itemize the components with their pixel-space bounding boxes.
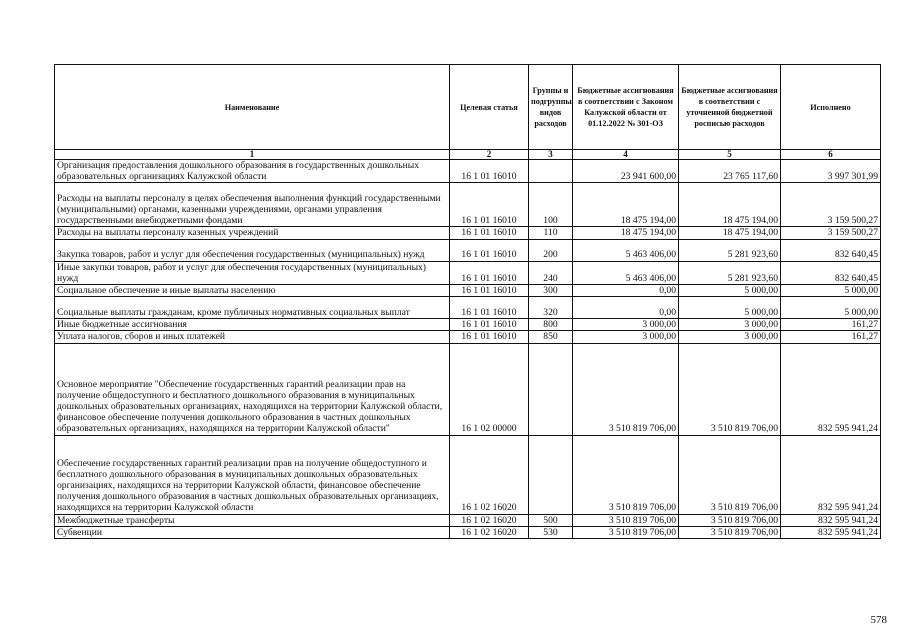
table-header-row xyxy=(55,65,881,150)
table-row xyxy=(55,239,881,261)
row-target-code: 16 1 01 16010 xyxy=(450,227,529,239)
row-target-code: 16 1 02 00000 xyxy=(450,343,529,435)
row-group-code: 200 xyxy=(529,239,573,261)
row-executed-amount: 832 595 941,24 xyxy=(781,526,881,538)
row-name: Социальное обеспечение и иные выплаты населению xyxy=(55,285,450,297)
header-law: Бюджетные ассигнования в соответствии с Законом Калужской области от 01.12.2022 № 301-ОЗ xyxy=(573,65,679,150)
row-law-amount: 3 000,00 xyxy=(573,331,679,343)
row-group-code: 500 xyxy=(529,514,573,526)
header-group: Группы и подгруппы видов расходов xyxy=(529,65,573,150)
row-target-code: 16 1 02 16020 xyxy=(450,526,529,538)
table-row xyxy=(55,261,881,284)
row-revised-amount: 5 000,00 xyxy=(679,285,781,297)
table-row xyxy=(55,160,881,183)
table-row xyxy=(55,297,881,319)
row-target-code: 16 1 01 16010 xyxy=(450,160,529,183)
row-group-code: 300 xyxy=(529,285,573,297)
row-executed-amount: 832 640,45 xyxy=(781,261,881,284)
row-group-code xyxy=(529,160,573,183)
row-revised-amount: 3 510 819 706,00 xyxy=(679,343,781,435)
row-executed-amount: 3 159 500,27 xyxy=(781,183,881,227)
row-law-amount: 18 475 194,00 xyxy=(573,183,679,227)
row-executed-amount: 161,27 xyxy=(781,331,881,343)
row-group-code: 240 xyxy=(529,261,573,284)
table-row xyxy=(55,183,881,227)
row-name: Расходы на выплаты персоналу казенных учреждений xyxy=(55,227,450,239)
column-number-row xyxy=(55,150,881,160)
row-revised-amount: 5 000,00 xyxy=(679,297,781,319)
row-revised-amount: 5 281 923,60 xyxy=(679,239,781,261)
row-group-code: 850 xyxy=(529,331,573,343)
row-name: Организация предоставления дошкольного образования в государственных дошкольных образовательных организациях Калужской области xyxy=(55,160,450,183)
column-number: 2 xyxy=(450,150,529,160)
row-revised-amount: 18 475 194,00 xyxy=(679,227,781,239)
row-group-code xyxy=(529,435,573,514)
row-executed-amount: 832 640,45 xyxy=(781,239,881,261)
page-number: 578 xyxy=(870,614,887,626)
row-executed-amount: 832 595 941,24 xyxy=(781,435,881,514)
column-number: 6 xyxy=(781,150,881,160)
row-name: Уплата налогов, сборов и иных платежей xyxy=(55,331,450,343)
row-name: Расходы на выплаты персоналу в целях обеспечения выполнения функций государственными (муниципальными) органами, казенными учреждениями, органами управления государственными внебюджетными фондами xyxy=(55,183,450,227)
row-group-code: 800 xyxy=(529,319,573,331)
row-name: Субвенции xyxy=(55,526,450,538)
row-name: Социальные выплаты гражданам, кроме публичных нормативных социальных выплат xyxy=(55,297,450,319)
table-row xyxy=(55,285,881,297)
row-target-code: 16 1 01 16010 xyxy=(450,261,529,284)
row-executed-amount: 832 595 941,24 xyxy=(781,514,881,526)
budget-table xyxy=(54,64,881,539)
row-executed-amount: 5 000,00 xyxy=(781,297,881,319)
table-row xyxy=(55,435,881,514)
row-group-code: 110 xyxy=(529,227,573,239)
row-law-amount: 3 000,00 xyxy=(573,319,679,331)
row-name: Межбюджетные трансферты xyxy=(55,514,450,526)
row-target-code: 16 1 01 16010 xyxy=(450,285,529,297)
column-number: 3 xyxy=(529,150,573,160)
row-group-code xyxy=(529,343,573,435)
row-executed-amount: 161,27 xyxy=(781,319,881,331)
row-group-code: 100 xyxy=(529,183,573,227)
column-number: 1 xyxy=(55,150,450,160)
header-name: Наименование xyxy=(55,65,450,150)
row-law-amount: 3 510 819 706,00 xyxy=(573,526,679,538)
row-revised-amount: 3 000,00 xyxy=(679,319,781,331)
row-group-code: 320 xyxy=(529,297,573,319)
row-revised-amount: 18 475 194,00 xyxy=(679,183,781,227)
row-revised-amount: 3 510 819 706,00 xyxy=(679,435,781,514)
row-revised-amount: 3 510 819 706,00 xyxy=(679,514,781,526)
row-law-amount: 3 510 819 706,00 xyxy=(573,343,679,435)
row-law-amount: 0,00 xyxy=(573,297,679,319)
row-name: Иные закупки товаров, работ и услуг для обеспечения государственных (муниципальных) нужд xyxy=(55,261,450,284)
table-row xyxy=(55,343,881,435)
row-revised-amount: 5 281 923,60 xyxy=(679,261,781,284)
table-row xyxy=(55,526,881,538)
column-number: 4 xyxy=(573,150,679,160)
row-name: Основное мероприятие "Обеспечение государственных гарантий реализации прав на получение общедоступного и бесплатного дошкольного образования в муниципальных дошкольных образовательных организациях, находящихся на территории Калужской области, финансовое обеспечение получения дошкольного образования в частных дошкольных образовательных организациях, находящихся на территории Калужской области" xyxy=(55,343,450,435)
row-target-code: 16 1 01 16010 xyxy=(450,183,529,227)
row-name: Иные бюджетные ассигнования xyxy=(55,319,450,331)
row-law-amount: 5 463 406,00 xyxy=(573,239,679,261)
row-target-code: 16 1 01 16010 xyxy=(450,297,529,319)
row-executed-amount: 5 000,00 xyxy=(781,285,881,297)
row-target-code: 16 1 01 16010 xyxy=(450,331,529,343)
row-law-amount: 5 463 406,00 xyxy=(573,261,679,284)
row-target-code: 16 1 01 16010 xyxy=(450,239,529,261)
header-revised: Бюджетные ассигнования в соответствии с уточненной бюджетной росписью расходов xyxy=(679,65,781,150)
row-law-amount: 0,00 xyxy=(573,285,679,297)
header-target: Целевая статья xyxy=(450,65,529,150)
column-number: 5 xyxy=(679,150,781,160)
table-row xyxy=(55,331,881,343)
row-law-amount: 23 941 600,00 xyxy=(573,160,679,183)
row-target-code: 16 1 02 16020 xyxy=(450,435,529,514)
row-revised-amount: 3 510 819 706,00 xyxy=(679,526,781,538)
table-row xyxy=(55,319,881,331)
row-target-code: 16 1 01 16010 xyxy=(450,319,529,331)
row-name: Обеспечение государственных гарантий реализации прав на получение общедоступного и бесплатного дошкольного образования в муниципальных дошкольных образовательных организациях, находящихся на территории Калужской области, финансовое обеспечение получения дошкольного образования в частных дошкольных образовательных организациях, находящихся на территории Калужской области xyxy=(55,435,450,514)
row-name: Закупка товаров, работ и услуг для обеспечения государственных (муниципальных) нужд xyxy=(55,239,450,261)
row-revised-amount: 23 765 117,60 xyxy=(679,160,781,183)
row-group-code: 530 xyxy=(529,526,573,538)
row-law-amount: 3 510 819 706,00 xyxy=(573,435,679,514)
row-law-amount: 18 475 194,00 xyxy=(573,227,679,239)
row-executed-amount: 3 159 500,27 xyxy=(781,227,881,239)
header-executed: Исполнено xyxy=(781,65,881,150)
row-law-amount: 3 510 819 706,00 xyxy=(573,514,679,526)
row-target-code: 16 1 02 16020 xyxy=(450,514,529,526)
row-executed-amount: 832 595 941,24 xyxy=(781,343,881,435)
table-row xyxy=(55,514,881,526)
row-revised-amount: 3 000,00 xyxy=(679,331,781,343)
row-executed-amount: 3 997 301,99 xyxy=(781,160,881,183)
table-row xyxy=(55,227,881,239)
